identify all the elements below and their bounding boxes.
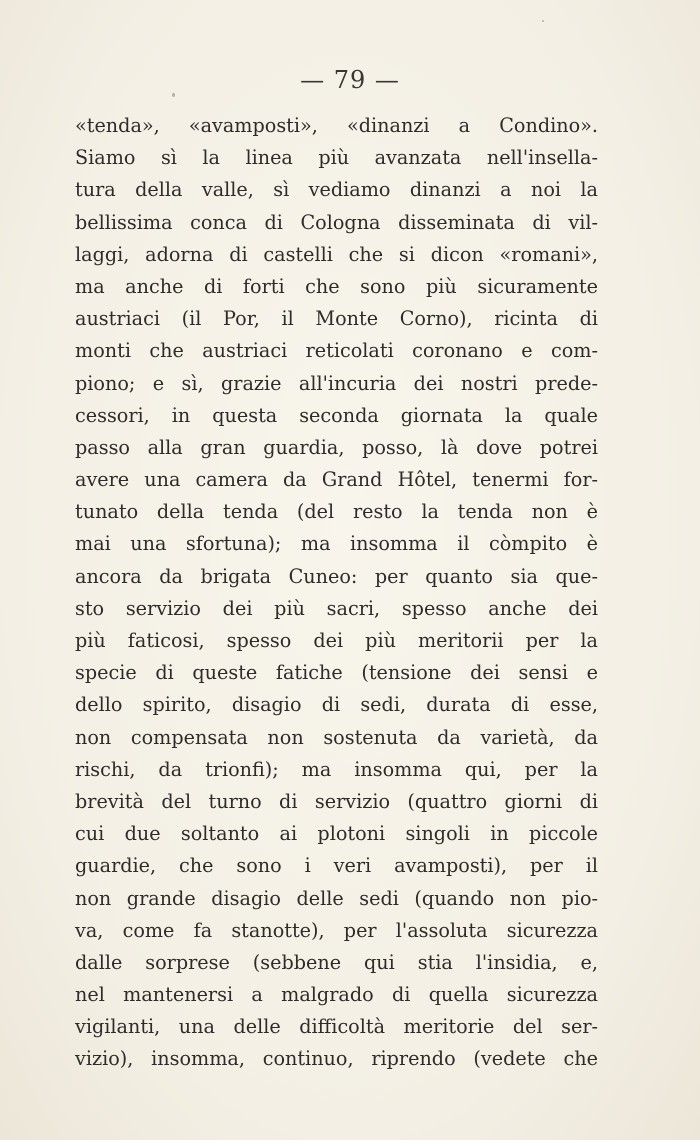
text-line: dalle sorprese (sebbene qui stia l'insidia, e,: [75, 950, 598, 974]
text-line: ma anche di forti che sono più sicuramente: [75, 274, 598, 298]
text-line: specie di queste fatiche (tensione dei sensi e: [75, 661, 598, 685]
text-line: «tenda», «avamposti», «dinanzi a Condino».: [75, 114, 598, 137]
text-line: Siamo sì la linea più avanzata nell'insella-: [75, 146, 598, 170]
text-line: rischi, da trionfi); ma insomma qui, per la: [75, 757, 598, 781]
text-line: va, come fa stanotte), per l'assoluta sicurezza: [75, 918, 598, 942]
text-line: monti che austriaci reticolati coronano e com-: [75, 339, 598, 363]
text-line: cui due soltanto ai plotoni singoli in piccole: [75, 822, 598, 846]
text-line: bellissima conca di Cologna disseminata di vil-: [75, 210, 598, 234]
text-line: guardie, che sono i veri avamposti), per il: [75, 854, 598, 878]
text-line: vigilanti, una delle difficoltà meritorie del ser-: [75, 1015, 598, 1039]
text-line: ancora da brigata Cuneo: per quanto sia que-: [75, 564, 598, 588]
body-text: [75, 110, 598, 1076]
text-line: dello spirito, disagio di sedi, durata di esse,: [75, 693, 598, 717]
text-line: tunato della tenda (del resto la tenda non è: [75, 500, 598, 524]
text-line: passo alla gran guardia, posso, là dove potrei: [75, 435, 598, 459]
text-line: non compensata non sostenuta da varietà, da: [75, 725, 598, 749]
text-line: nel mantenersi a malgrado di quella sicurezza: [75, 983, 598, 1007]
text-line: cessori, in questa seconda giornata la quale: [75, 403, 598, 427]
text-line: tura della valle, sì vediamo dinanzi a noi la: [75, 178, 598, 202]
text-line: mai una sfortuna); ma insomma il còmpito è: [75, 532, 598, 556]
paper-speck: [542, 20, 544, 22]
text-line: austriaci (il Por, il Monte Corno), ricinta di: [75, 307, 598, 331]
text-line: sto servizio dei più sacri, spesso anche dei: [75, 596, 598, 620]
text-line: piono; e sì, grazie all'incuria dei nostri prede-: [75, 371, 598, 395]
text-line: brevità del turno di servizio (quattro giorni di: [75, 789, 598, 813]
text-line: più faticosi, spesso dei più meritorii per la: [75, 629, 598, 652]
text-line: vizio), insomma, continuo, riprendo (vedete che: [75, 1047, 598, 1071]
text-line: avere una camera da Grand Hôtel, tenermi for-: [75, 468, 598, 492]
text-line: non grande disagio delle sedi (quando non pio-: [75, 886, 598, 910]
text-line: laggi, adorna di castelli che si dicon «romani»,: [75, 242, 598, 266]
page-number: — 79 —: [300, 66, 400, 94]
